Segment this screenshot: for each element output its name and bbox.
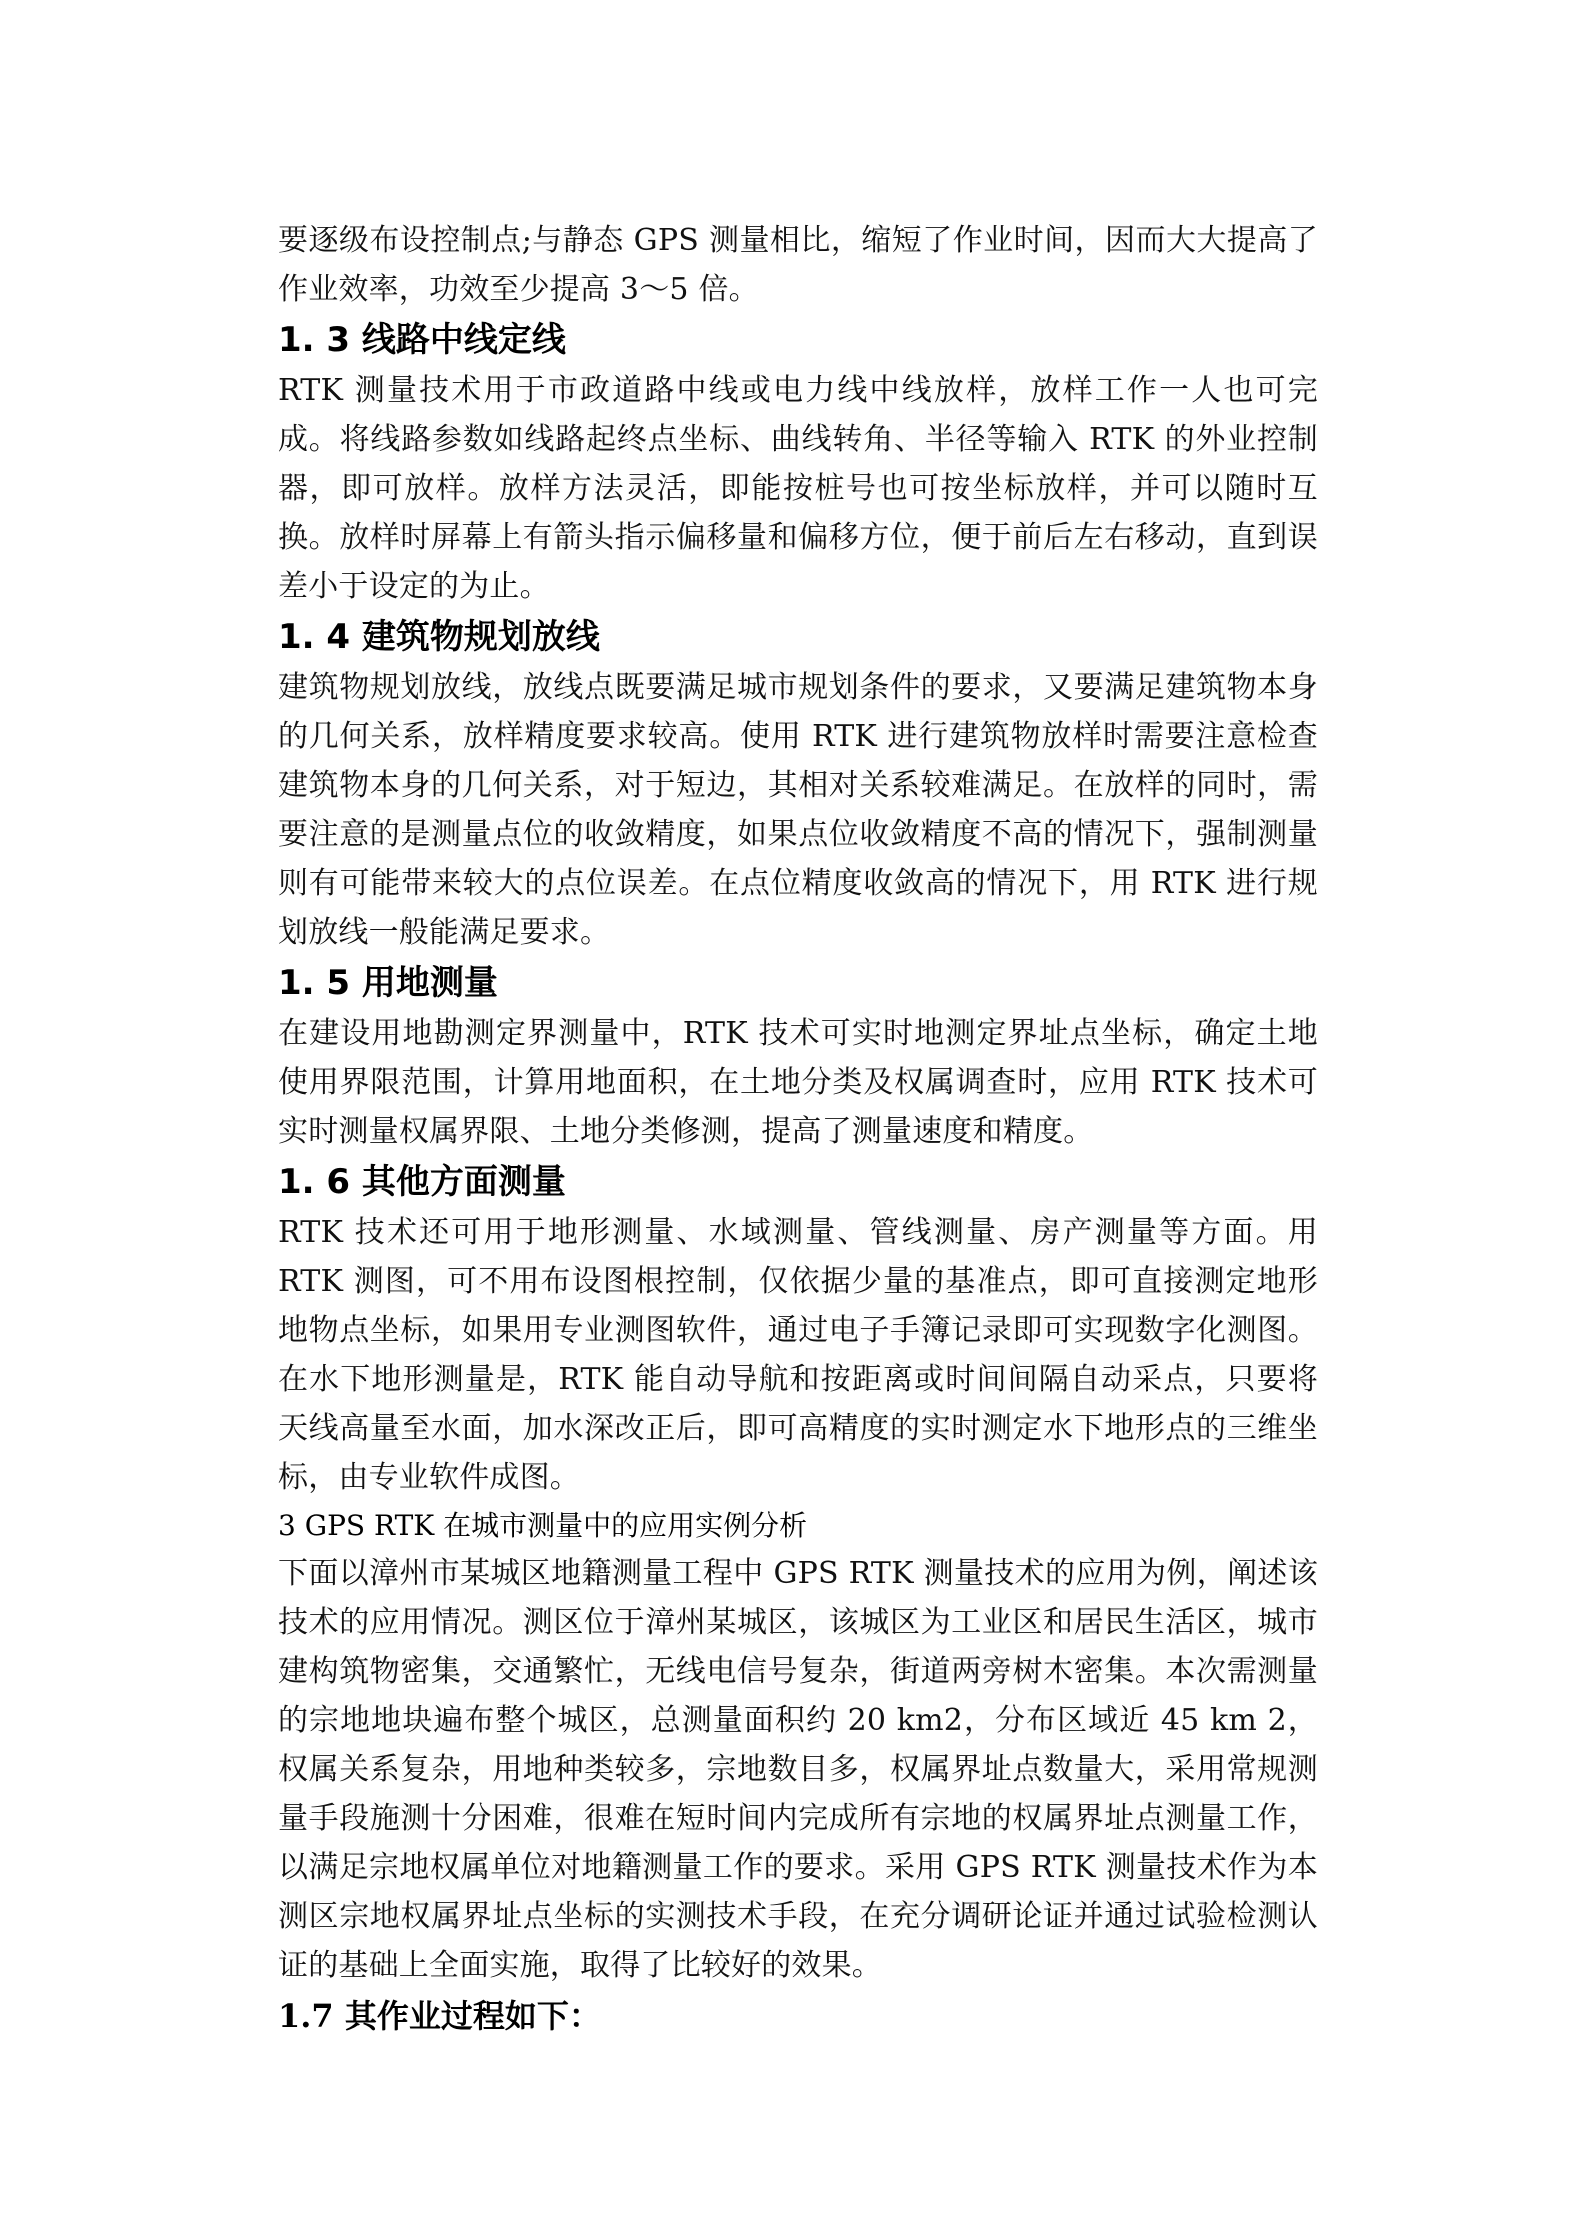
heading-1-7: 1.7 其作业过程如下：: [278, 1997, 601, 2035]
paragraph-1-5: 在建设用地勘测定界测量中，RTK 技术可实时地测定界址点坐标，确定土地使用界限范围，计算用地面积，在土地分类及权属调查时，应用 RTK 技术可实时测量权属界限、土地分类修测，提高了测量速度和精度。: [278, 1016, 1318, 1149]
heading-1-4: 1. 4 建筑物规划放线: [278, 617, 600, 657]
heading-1-3: 1. 3 线路中线定线: [278, 320, 566, 360]
document-body: [278, 216, 1318, 2042]
heading-1-5: 1. 5 用地测量: [278, 963, 498, 1003]
heading-1-6: 1. 6 其他方面测量: [278, 1162, 566, 1202]
heading-3: 3 GPS RTK 在城市测量中的应用实例分析: [278, 1509, 808, 1542]
paragraph-intro-continued: 要逐级布设控制点;与静态 GPS 测量相比，缩短了作业时间，因而大大提高了作业效率，功效至少提高 3～5 倍。: [278, 223, 1318, 307]
paragraph-1-6: RTK 技术还可用于地形测量、水域测量、管线测量、房产测量等方面。用 RTK 测图，可不用布设图根控制，仅依据少量的基准点，即可直接测定地形地物点坐标，如果用专业测图软件，通过电子手簿记录即可实现数字化测图。在水下地形测量是，RTK 能自动导航和按距离或时间间隔自动采点，只要将天线高量至水面，加水深改正后，即可高精度的实时测定水下地形点的三维坐标，由专业软件成图。: [278, 1215, 1318, 1495]
paragraph-1-4: 建筑物规划放线，放线点既要满足城市规划条件的要求，又要满足建筑物本身的几何关系，放样精度要求较高。使用 RTK 进行建筑物放样时需要注意检查建筑物本身的几何关系，对于短边，其相对关系较难满足。在放样的同时，需要注意的是测量点位的收敛精度，如果点位收敛精度不高的情况下，强制测量则有可能带来较大的点位误差。在点位精度收敛高的情况下，用 RTK 进行规划放线一般能满足要求。: [278, 670, 1318, 950]
paragraph-3: 下面以漳州市某城区地籍测量工程中 GPS RTK 测量技术的应用为例，阐述该技术的应用情况。测区位于漳州某城区，该城区为工业区和居民生活区，城市建构筑物密集，交通繁忙，无线电信号复杂，街道两旁树木密集。本次需测量的宗地地块遍布整个城区，总测量面积约 20 km2，分布区域近 45 km 2，权属关系复杂，用地种类较多，宗地数目多，权属界址点数量大，采用常规测量手段施测十分困难，很难在短时间内完成所有宗地的权属界址点测量工作，以满足宗地权属单位对地籍测量工作的要求。采用 GPS RTK 测量技术作为本测区宗地权属界址点坐标的实测技术手段，在充分调研论证并通过试验检测认证的基础上全面实施，取得了比较好的效果。: [278, 1556, 1319, 1983]
paragraph-1-3: RTK 测量技术用于市政道路中线或电力线中线放样，放样工作一人也可完成。将线路参数如线路起终点坐标、曲线转角、半径等输入 RTK 的外业控制器，即可放样。放样方法灵活，即能按桩号也可按坐标放样，并可以随时互换。放样时屏幕上有箭头指示偏移量和偏移方位，便于前后左右移动，直到误差小于设定的为止。: [278, 373, 1318, 604]
